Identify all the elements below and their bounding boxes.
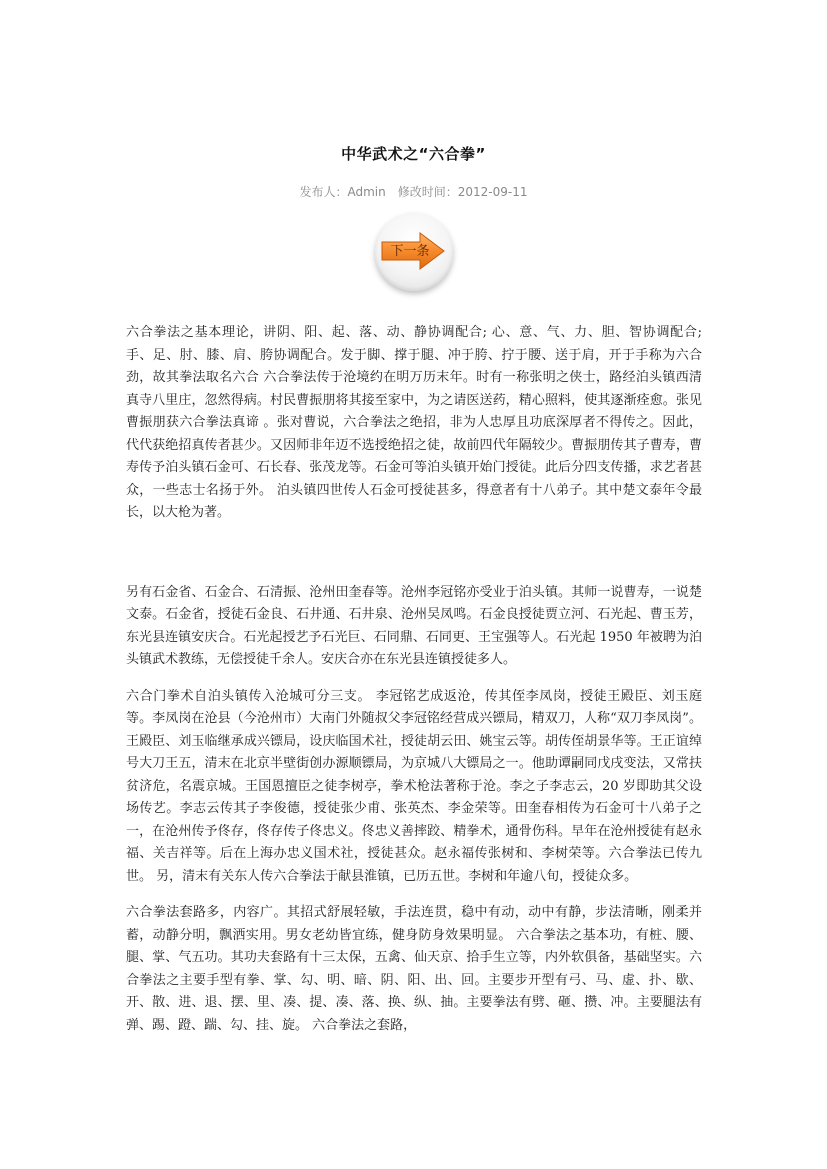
publisher-text: 发布人：Admin [299,185,386,199]
article-meta [0,183,827,200]
modified-date-text: 修改时间：2012-09-11 [397,185,528,199]
next-button-label: 下一条 [390,244,430,259]
article-paragraph: 另有石金省、石金合、石清振、沧州田奎春等。沧州李冠铭亦受业于泊头镇。其师一说曹寿，一说楚文泰。石金省，授徒石金良、石井通、石井泉、沧州吴凤鸣。石金良授徒贾立河、石光起、曹玉芳，东光县连镇安庆合。石光起授艺予石光巨、石同鼎、石同更、王宝强等人。石光起 1950 年被聘为泊头镇武术教练，无偿授徒千余人。安庆合亦在东光县连镇授徒多人。 [126,584,702,667]
article-paragraph: 六合拳法之基本理论，讲阴、阳、起、落、动、静协调配合; 心、意、气、力、胆、智协调配合; 手、足、肘、膝、肩、胯协调配合。发于脚、撑于腿、冲于胯、拧于腰、送于肩，开于手称为六合劲，故其拳法取名六合 六合拳法传于沧境约在明万历末年。时有一称张明之侠士，路经泊头镇西清真寺八里庄，忽然得病。村民曹振朋将其接至家中，为之请医送药，精心照料，使其逐渐痊愈。张见曹振朋获六合拳法真谛 。张对曹说，六合拳法之绝招，非为人忠厚且功底深厚者不得传之。因此，代代获绝招真传者甚少。又因师非年迈不选授绝招之徒，故前四代年隔较少。曹振朋传其子曹寿，曹寿传予泊头镇石金可、石长春、张茂龙等。石金可等泊头镇开始门授徒。此后分四支传播，求艺者甚众，一些志士名扬于外。 泊头镇四世传人石金可授徒甚多，得意者有十八弟子。其中楚文泰年令最长，以大枪为著。 [126,325,702,520]
article-paragraph: 六合门拳术自泊头镇传入沧城可分三支。 李冠铭艺成返沧，传其侄李凤岗，授徒王殿臣、刘玉庭等。李凤岗在沧县（今沧州市）大南门外随叔父李冠铭经营成兴镖局，精双刀，人称“双刀李凤岗”。王殿臣、刘玉临继承成兴镖局，设庆临国术社，授徒胡云田、姚宝云等。胡传侄胡景华等。王正谊绰号大刀王五，清末在北京半壁街创办源顺镖局，为京城八大镖局之一。他助谭嗣同戊戌变法，又常扶贫济危，名震京城。王国恩擅臣之徒李树亭，拳术枪法著称于沧。李之子李志云，20 岁即助其父设场传艺。李志云传其子李俊德，授徒张少甫、张英杰、李金荣等。田奎春相传为石金可十八弟子之一，在沧州传予佟存，佟存传子佟忠义。佟忠义善摔跤、精拳术，通骨伤科。早年在沧州授徒有赵永福、关吉祥等。后在上海办忠义国术社，授徒甚众。赵永福传张树和、李树荣等。六合拳法已传九世。 另，清末有关东人传六合拳法于献县淮镇，已历五世。李树和年逾八旬，授徒众多。 [126,688,702,884]
article-title: 中华武术之“六合拳” [341,145,486,163]
article-body [126,322,702,1037]
article-paragraph: 六合拳法套路多，内容广。其招式舒展轻敏，手法连贯，稳中有动，动中有静，步法清晰，刚柔并蓄，动静分明，飘洒实用。男女老幼皆宜练，健身防身效果明显。 六合拳法之基本功，有桩、腰、腿、掌、气五功。其功夫套路有十三太保，五禽、仙天京、拾手生立等，内外软俱备，基础坚实。六合拳法之主要手型有拳、掌、勾、明、暗、阴、阳、出、回。主要步开型有弓、马、虚、扑、歇、开、散、进、退、摆、里、凑、提、凑、落、换、纵、抽。主要拳法有劈、砸、攒、冲。主要腿法有弹、踢、蹬、踹、勾、挂、旋。 六合拳法之套路， [126,905,702,1033]
next-article-button[interactable] [375,213,453,291]
